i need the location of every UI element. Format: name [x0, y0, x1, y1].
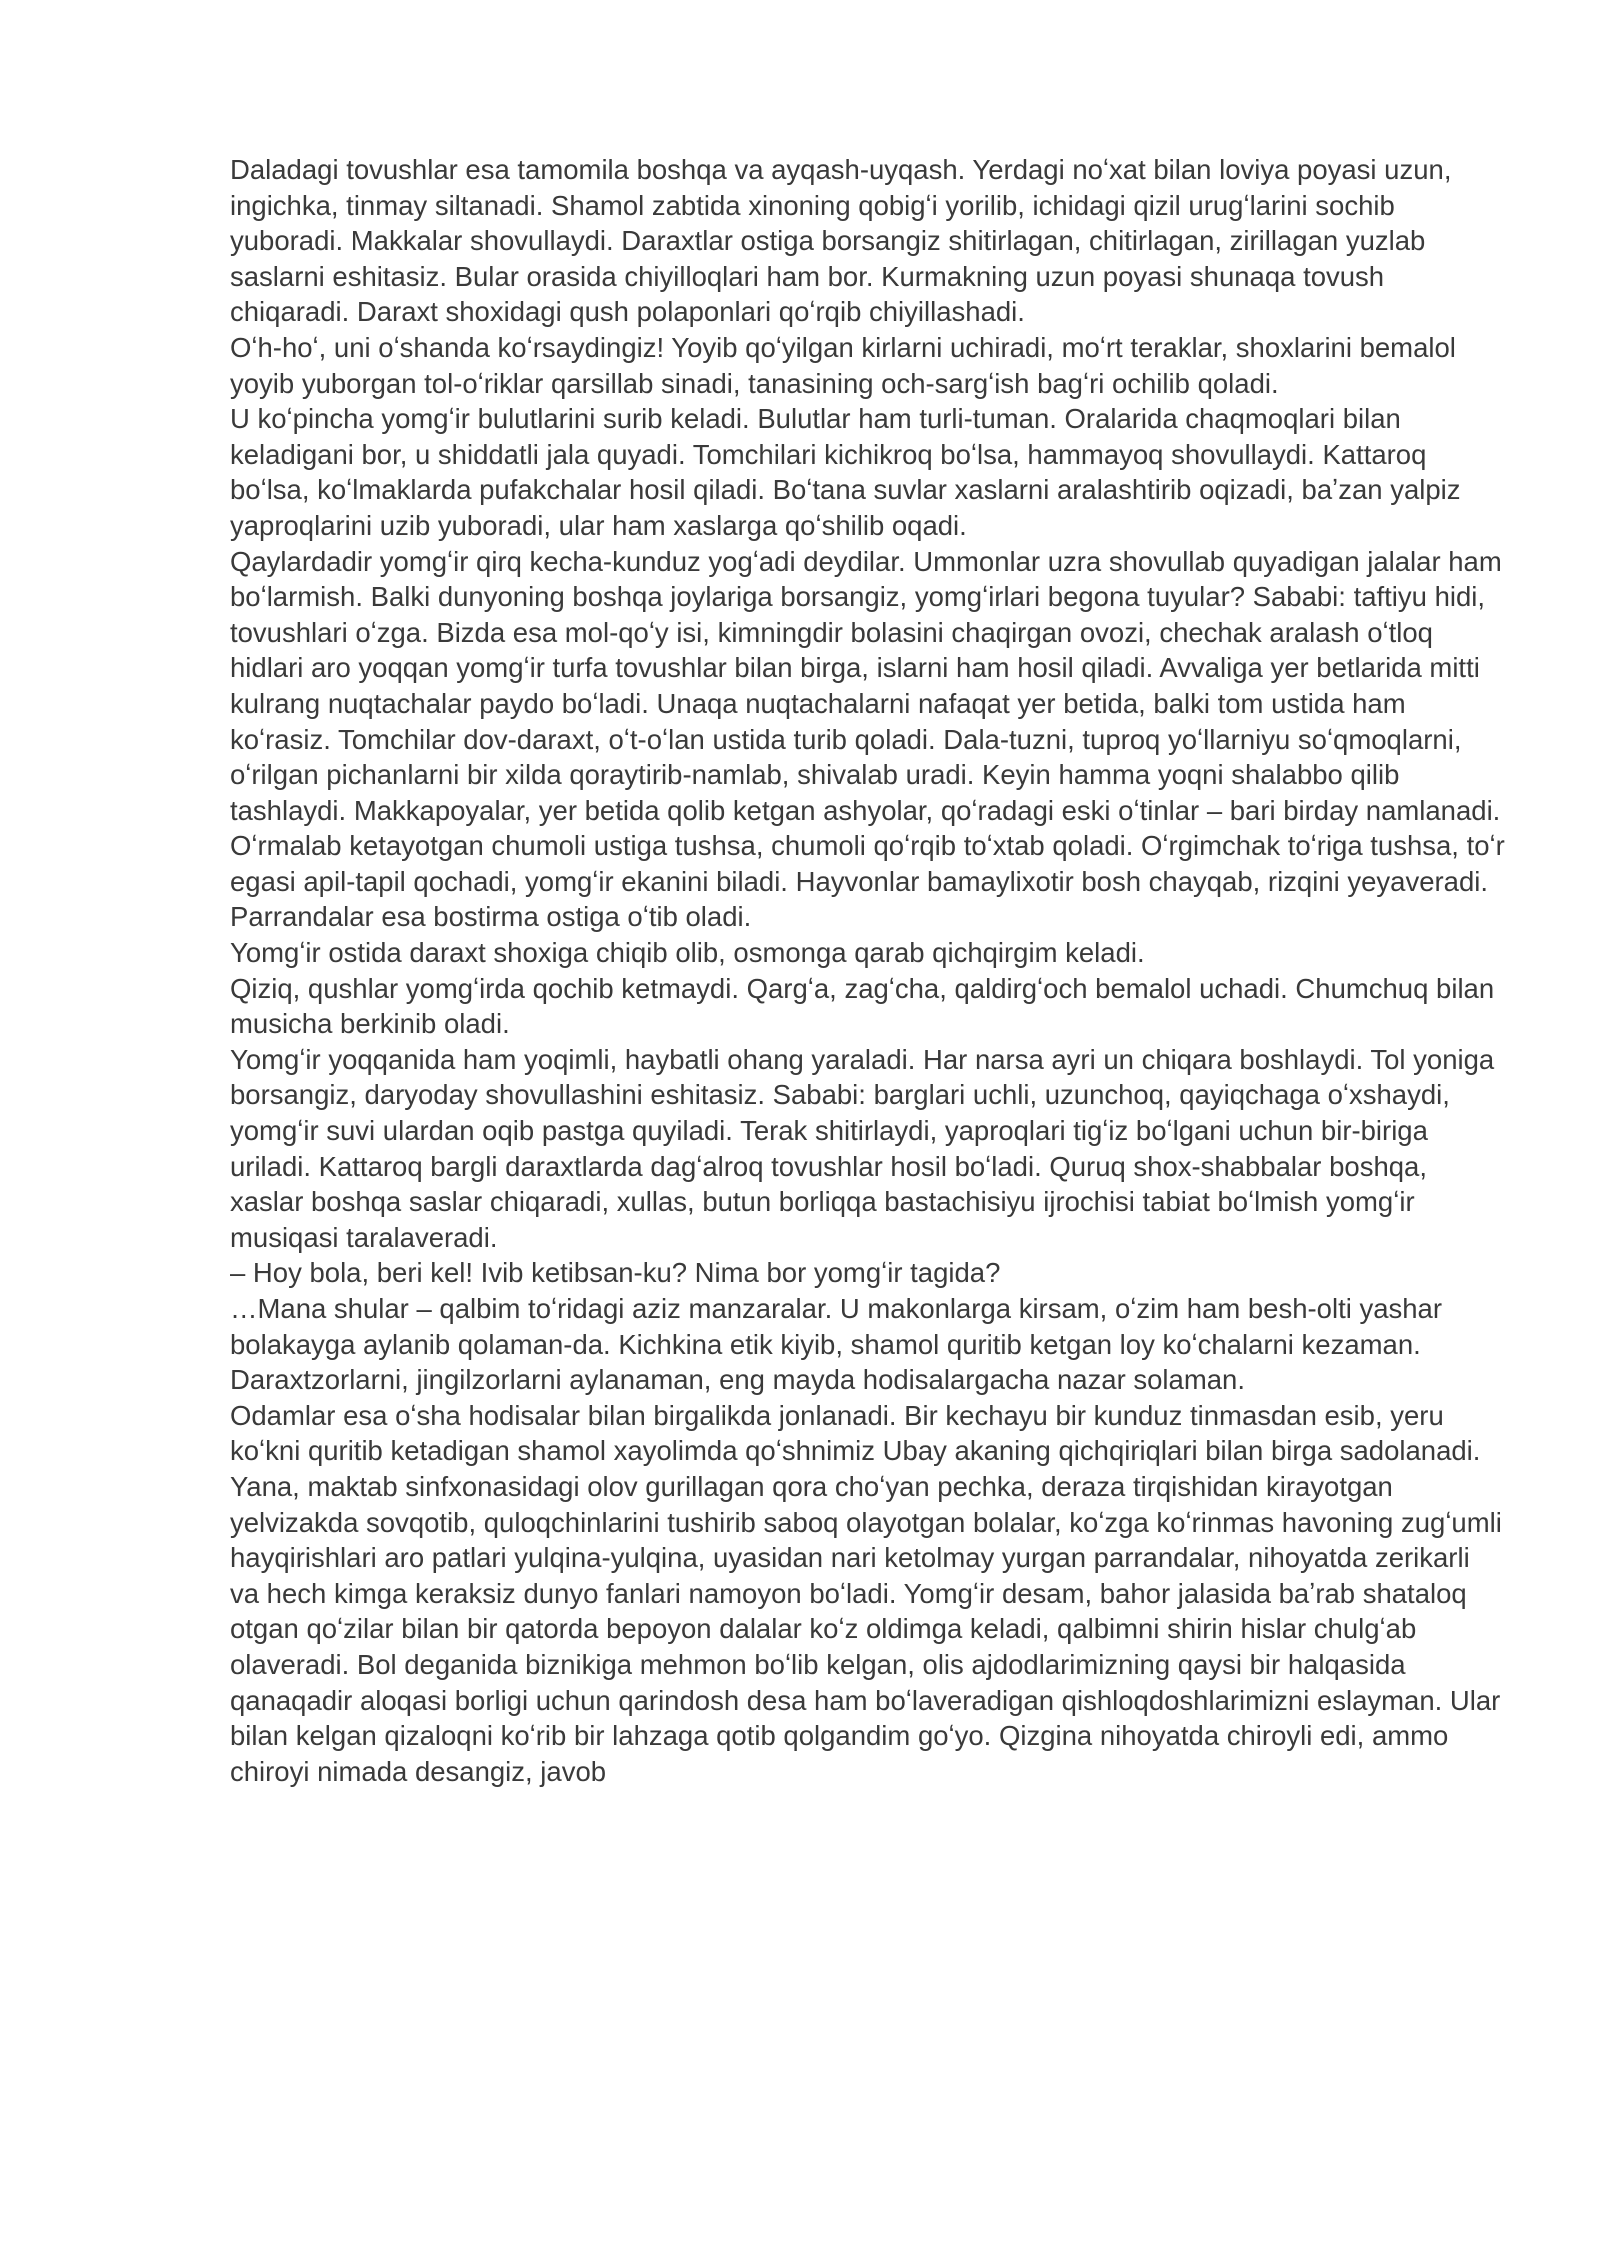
document-page: [230, 152, 1505, 1789]
paragraph-8: – Hoy bola, beri kel! Ivib ketibsan-ku? Nima bor yomgʻir tagida?: [230, 1257, 1001, 1289]
paragraph-6: Qiziq, qushlar yomgʻirda qochib ketmaydi. Qargʻa, zagʻcha, qaldirgʻoch bemalol uchadi. Chumchuq bilan musicha berkinib oladi.: [230, 972, 1495, 1040]
paragraph-9: …Mana shular – qalbim toʻridagi aziz manzaralar. U makonlarga kirsam, oʻzim ham besh-olti yashar bolakayga aylanib qolaman-da. Kichkina etik kiyib, shamol quritib ketgan loy koʻchalarni kezaman. Daraxtzorlarni, jingilzorlarni aylanaman, eng mayda hodisalargacha nazar solaman.: [230, 1293, 1443, 1396]
paragraph-1: Daladagi tovushlar esa tamomila boshqa va ayqash-uyqash. Yerdagi noʻxat bilan loviya poyasi uzun, ingichka, tinmay siltanadi. Shamol zabtida xinoning qobigʻi yorilib, ichidagi qizil urugʻlarini sochib yuboradi. Makkalar shovullaydi. Daraxtlar ostiga borsangiz shitirlagan, chitirlagan, zirillagan yuzlab saslarni eshitasiz. Bular orasida chiyilloqlari ham bor. Kurmakning uzun poyasi shunaqa tovush chiqaradi. Daraxt shoxidagi qush polaponlari qoʻrqib chiyillashadi.: [230, 154, 1452, 328]
paragraph-7: Yomgʻir yoqqanida ham yoqimli, haybatli ohang yaraladi. Har narsa ayri un chiqara boshlaydi. Tol yoniga borsangiz, daryoday shovullashini eshitasiz. Sababi: barglari uchli, uzunchoq, qayiqchaga oʻxshaydi, yomgʻir suvi ulardan oqib pastga quyiladi. Terak shitirlaydi, yaproqlari tigʻiz boʻlgani uchun bir-biriga uriladi. Kattaroq bargli daraxtlarda dagʻalroq tovushlar hosil boʻladi. Quruq shox-shabbalar boshqa, xaslar boshqa saslar chiqaradi, xullas, butun borliqqa bastachisiyu ijrochisi tabiat boʻlmish yomgʻir musiqasi taralaveradi.: [230, 1043, 1495, 1253]
paragraph-5: Yomgʻir ostida daraxt shoxiga chiqib olib, osmonga qarab qichqirgim keladi.: [230, 937, 1145, 969]
paragraph-4: Qaylardadir yomgʻir qirq kecha-kunduz yogʻadi deydilar. Ummonlar uzra shovullab quyadigan jalalar ham boʻlarmish. Balki dunyoning boshqa joylariga borsangiz, yomgʻirlari begona tuyular? Sababi: taftiyu hidi, tovushlari oʻzga. Bizda esa mol-qoʻy isi, kimningdir bolasini chaqirgan ovozi, chechak aralash oʻtloq hidlari aro yoqqan yomgʻir turfa tovushlar bilan birga, islarni ham hosil qiladi. Avvaliga yer betlarida mitti kulrang nuqtachalar paydo boʻladi. Unaqa nuqtachalarni nafaqat yer betida, balki tom ustida ham koʻrasiz. Tomchilar dov-daraxt, oʻt-oʻlan ustida turib qoladi. Dala-tuzni, tuproq yoʻllarniyu soʻqmoqlarni, oʻrilgan pichanlarni bir xilda qoraytirib-namlab, shivalab uradi. Keyin hamma yoqni shalabbo qilib tashlaydi. Makkapoyalar, yer betida qolib ketgan ashyolar, qoʻradagi eski oʻtinlar – bari birday namlanadi. Oʻrmalab ketayotgan chumoli ustiga tushsa, chumoli qoʻrqib toʻxtab qoladi. Oʻrgimchak toʻriga tushsa, toʻr egasi apil-tapil qochadi, yomgʻir ekanini biladi. Hayvonlar bamaylixotir bosh chayqab, rizqini yeyaveradi. Parrandalar esa bostirma ostiga oʻtib oladi.: [230, 545, 1505, 933]
paragraph-2: Oʻh-hoʻ, uni oʻshanda koʻrsaydingiz! Yoyib qoʻyilgan kirlarni uchiradi, moʻrt teraklar, shoxlarini bemalol yoyib yuborgan tol-oʻriklar qarsillab sinadi, tanasining och-sargʻish bagʻri ochilib qoladi.: [230, 331, 1456, 399]
paragraph-3: U koʻpincha yomgʻir bulutlarini surib keladi. Bulutlar ham turli-tuman. Oralarida chaqmoqlari bilan keladigani bor, u shiddatli jala quyadi. Tomchilari kichikroq boʻlsa, hammayoq shovullaydi. Kattaroq boʻlsa, koʻlmaklarda pufakchalar hosil qiladi. Boʻtana suvlar xaslarni aralashtirib oqizadi, baʼzan yalpiz yaproqlarini uzib yuboradi, ular ham xaslarga qoʻshilib oqadi.: [230, 403, 1461, 541]
paragraph-10: Odamlar esa oʻsha hodisalar bilan birgalikda jonlanadi. Bir kechayu bir kunduz tinmasdan esib, yeru koʻkni quritib ketadigan shamol xayolimda qoʻshnimiz Ubay akaning qichqiriqlari bilan birga sadolanadi. Yana, maktab sinfxonasidagi olov gurillagan qora choʻyan pechka, deraza tirqishidan kirayotgan yelvizakda sovqotib, quloqchinlarini tushirib saboq olayotgan bolalar, koʻzga koʻrinmas havoning zugʻumli hayqirishlari aro patlari yulqina-yulqina, uyasidan nari ketolmay yurgan parrandalar, nihoyatda zerikarli va hech kimga keraksiz dunyo fanlari namoyon boʻladi. Yomgʻir desam, bahor jalasida baʼrab shataloq otgan qoʻzilar bilan bir qatorda bepoyon dalalar koʻz oldimga keladi, qalbimni shirin hislar chulgʻab olaveradi. Bol deganida biznikiga mehmon boʻlib kelgan, olis ajdodlarimizning qaysi bir halqasida qanaqadir aloqasi borligi uchun qarindosh desa ham boʻlaveradigan qishloqdoshlarimizni eslayman. Ular bilan kelgan qizaloqni koʻrib bir lahzaga qotib qolgandim goʻyo. Qizgina nihoyatda chiroyli edi, ammo chiroyi nimada desangiz, javob: [230, 1399, 1502, 1787]
